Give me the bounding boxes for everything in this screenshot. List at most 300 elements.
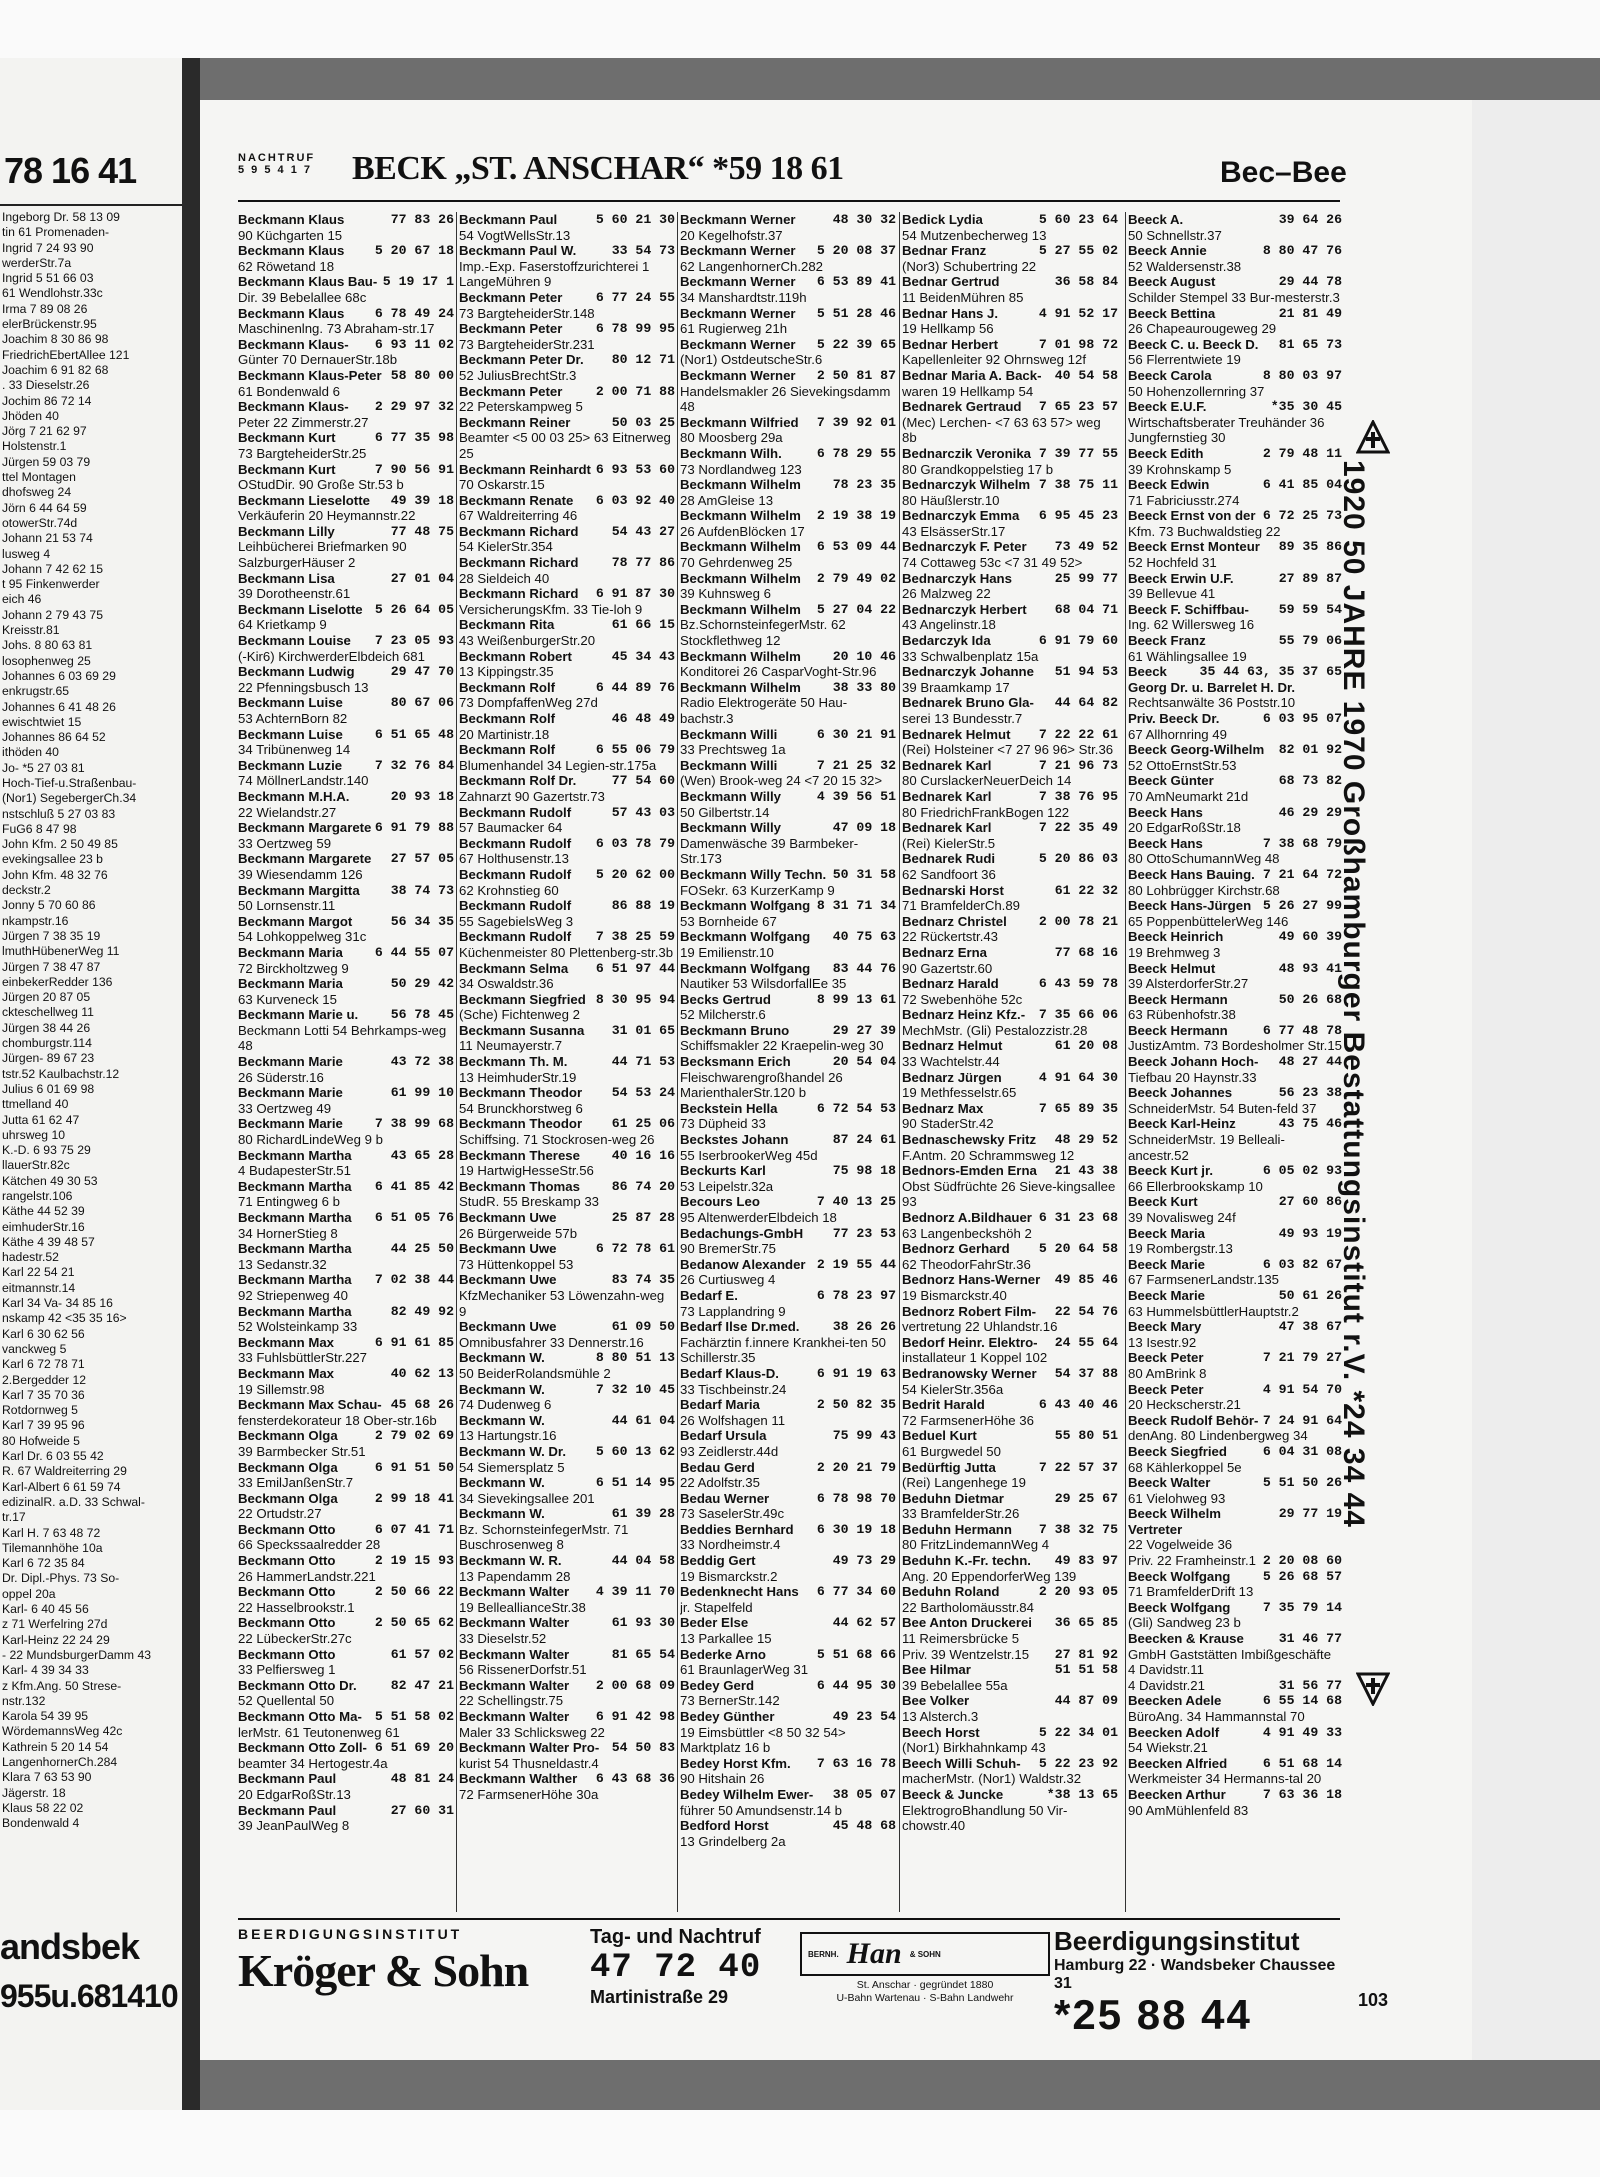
entry-name: Bednarczyk Emma <box>902 508 1020 524</box>
entry-phone: 7 90 56 91 <box>374 461 454 477</box>
entry-details: 80 Häußlerstr.10 <box>902 492 1000 508</box>
entry-details: 52 Waldersenstr.38 <box>1128 258 1242 274</box>
entry-name: Beckmann Luzie <box>238 757 343 773</box>
entry-details: kurist 54 Thusneldastr.4 <box>459 1755 599 1771</box>
entry-details: VersicherungsKfm. 33 Tie-loh 9 <box>459 601 643 617</box>
directory-entry <box>238 1678 454 1709</box>
entry-details: 39 Braamkamp 17 <box>902 679 1010 695</box>
entry-name: Beeck Kurt <box>1128 1194 1198 1210</box>
column-divider <box>1125 212 1126 1912</box>
entry-details: 80 CurslackerNeuerDeich 14 <box>902 773 1072 789</box>
directory-column-3 <box>680 212 896 1849</box>
entry-name: Beckmann Wilhelm <box>680 508 801 524</box>
directory-entry <box>238 1179 454 1210</box>
entry-name: Bedorf Heinr. Elektro- <box>902 1334 1038 1350</box>
entry-details: (Mec) Lerchen- <7 63 63 57> weg 8b <box>902 414 1101 446</box>
directory-entry <box>902 633 1118 664</box>
entry-name: Beckmann Therese <box>459 1147 580 1163</box>
entry-phone: 56 34 35 <box>390 913 454 929</box>
entry-name: Beeck & Juncke <box>902 1786 1004 1802</box>
entry-details: 34 Manshardtstr.119h <box>680 289 807 305</box>
entry-details: Tiefbau 20 Haynstr.33 <box>1128 1069 1257 1085</box>
left-page-line: lusweg 4 <box>2 546 51 561</box>
entry-details: 95 AltenwerderElbdeich 18 <box>680 1210 837 1225</box>
entry-name: Beckmann W. <box>459 1381 545 1397</box>
directory-entry <box>680 477 896 508</box>
entry-phone: 25 87 28 <box>611 1210 675 1225</box>
entry-name: Beeck Rudolf Behör- <box>1128 1412 1259 1428</box>
entry-name: Beeck Walter <box>1128 1475 1211 1491</box>
entry-details: 13 Alsterch.3 <box>902 1709 979 1724</box>
entry-phone: 6 72 25 73 <box>1262 508 1342 524</box>
entry-phone: 56 78 45 <box>390 1007 454 1023</box>
entry-phone: 7 38 76 95 <box>1038 788 1118 804</box>
entry-phone: 20 10 46 <box>832 648 896 664</box>
left-page-line: Hoch-Tief-u.Straßenbau- <box>2 775 137 790</box>
entry-name: Beckmann Max <box>238 1365 335 1381</box>
entry-phone: 4 91 52 17 <box>1038 305 1118 321</box>
entry-details: 92 Striepenweg 40 <box>238 1287 348 1303</box>
entry-details: 28 Sieldeich 40 <box>459 570 550 586</box>
entry-details: 28 AmGleise 13 <box>680 492 774 508</box>
entry-phone: 6 04 31 08 <box>1262 1443 1342 1459</box>
entry-phone: 2 20 21 79 <box>816 1459 896 1475</box>
entry-phone: 6 30 21 91 <box>816 726 896 742</box>
entry-details: 80 Grandkoppelstieg 17 b <box>902 461 1054 477</box>
directory-entry <box>1128 1382 1342 1413</box>
directory-entry <box>459 961 675 992</box>
entry-details: 39 Wiesendamm 126 <box>238 866 363 882</box>
entry-details: 70 Gehrdenweg 25 <box>680 555 793 571</box>
entry-phone: 55 80 51 <box>1054 1428 1118 1444</box>
entry-name: Beeck Bettina <box>1128 305 1216 321</box>
directory-entry <box>1128 742 1342 773</box>
entry-details: Priv. 22 Framheinstr.1 <box>1128 1553 1257 1569</box>
han-logo-suffix: & SOHN <box>909 1949 941 1959</box>
entry-details: 67 Waldreiterring 46 <box>459 508 578 524</box>
left-page-line: rangelstr.106 <box>2 1189 73 1203</box>
directory-entry <box>902 976 1118 1007</box>
directory-entry <box>1128 1693 1342 1724</box>
entry-details: 90 StaderStr.42 <box>902 1116 994 1132</box>
directory-entry <box>902 945 1118 976</box>
entry-name: Beeck A. <box>1128 212 1184 227</box>
entry-phone: 89 35 86 <box>1278 539 1342 555</box>
entry-details: 4 Davidstr.21 <box>1128 1677 1205 1693</box>
entry-name: Bednarczyk Wilhelm <box>902 477 1031 493</box>
entry-details: 67 FarmsenerLandstr.135 <box>1128 1272 1280 1288</box>
entry-name: Beeck Johannes <box>1128 1085 1233 1101</box>
entry-details: Werkmeister 34 Hermanns-tal 20 <box>1128 1771 1322 1787</box>
entry-name: Bednorz A.Bildhauer <box>902 1210 1032 1225</box>
entry-details: Kfm. 73 Buchwaldstieg 22 <box>1128 523 1281 539</box>
entry-name: Beder Else <box>680 1615 749 1631</box>
entry-name: Beecken Arthur <box>1128 1786 1226 1802</box>
left-page-line: ckteschellweg 11 <box>2 1005 94 1020</box>
entry-name: Beckmann Martha <box>238 1303 352 1319</box>
entry-phone: 8 80 51 13 <box>595 1350 675 1366</box>
left-page-line: Jürgen 38 44 26 <box>2 1020 91 1035</box>
left-page-line: Tilemannhöhe 10a <box>2 1540 103 1555</box>
entry-name: Beeck Hermann <box>1128 1022 1228 1038</box>
entry-name: Beckmann Reinhardt <box>459 461 591 477</box>
entry-details: 33 Nordheimstr.4 <box>680 1537 781 1553</box>
left-page-line: Jürgen 7 38 47 87 <box>2 959 101 974</box>
entry-phone: 54 37 88 <box>1054 1365 1118 1381</box>
left-page-line: chomburgstr.114 <box>2 1036 92 1051</box>
entry-details: 67 Holthusenstr.13 <box>459 851 569 867</box>
entry-name: Beeck Carola <box>1128 367 1212 383</box>
entry-phone: 7 22 35 49 <box>1038 820 1118 836</box>
directory-entry <box>238 1366 454 1397</box>
entry-phone: 6 95 45 23 <box>1038 508 1118 524</box>
entry-phone: 38 26 26 <box>832 1319 896 1335</box>
directory-entry <box>902 306 1118 337</box>
entry-details: 39 Novalisweg 24f <box>1128 1210 1236 1225</box>
left-page-line: Karl 6 30 62 56 <box>2 1326 85 1341</box>
entry-phone: 2 79 48 11 <box>1262 445 1342 461</box>
entry-phone: 83 44 76 <box>832 960 896 976</box>
left-page-line: eitmannstr.14 <box>2 1280 76 1295</box>
entry-name: Beckmann Rolf Dr. <box>459 773 577 789</box>
entry-name: Beckmann Martha <box>238 1210 352 1225</box>
entry-details: 68 Kählerkoppel 5e <box>1128 1459 1242 1475</box>
directory-entry <box>459 1350 675 1381</box>
entry-phone: 7 22 22 61 <box>1038 726 1118 742</box>
directory-entry <box>902 571 1118 602</box>
entry-phone: 6 51 05 76 <box>374 1210 454 1225</box>
entry-phone: 2 19 38 19 <box>816 508 896 524</box>
directory-entry <box>238 493 454 524</box>
entry-name: Beecken Alfried <box>1128 1755 1228 1771</box>
left-page-line: lmuthHübenerWeg 11 <box>2 944 120 959</box>
entry-phone: 61 09 50 <box>611 1319 675 1335</box>
entry-name: Bednar Maria A. Back- <box>902 367 1042 383</box>
entry-name: Bedrit Harald <box>902 1397 985 1413</box>
entry-phone: 6 91 87 30 <box>595 586 675 602</box>
entry-details: 22 Bartholomäusstr.84 <box>902 1599 1034 1615</box>
entry-details: installateur 1 Koppel 102 <box>902 1350 1048 1366</box>
entry-phone: 5 22 34 01 <box>1038 1724 1118 1740</box>
entry-name: Beckmann Otto <box>238 1646 336 1662</box>
directory-entry <box>459 524 675 555</box>
entry-phone: 5 20 67 18 <box>374 243 454 259</box>
directory-entry <box>238 976 454 1007</box>
entry-name: Beckmann Martha <box>238 1241 352 1257</box>
entry-name: Beckmann Walter <box>459 1615 570 1631</box>
entry-name: Bedau Werner <box>680 1490 770 1506</box>
directory-entry <box>459 1413 675 1444</box>
entry-phone: 2 19 55 44 <box>816 1256 896 1272</box>
entry-details: 13 Kippingstr.35 <box>459 664 554 680</box>
entry-name: Bedenknecht Hans <box>680 1584 799 1600</box>
entry-name: Beckmann W. <box>459 1506 545 1522</box>
entry-phone: 48 81 24 <box>390 1771 454 1787</box>
directory-entry <box>1128 1678 1342 1694</box>
left-page-line: ttmelland 40 <box>2 1097 69 1112</box>
entry-phone: 29 27 39 <box>832 1022 896 1038</box>
left-page-line: R. 67 Waldreiterring 29 <box>2 1464 127 1479</box>
entry-phone: 6 07 41 71 <box>374 1521 454 1537</box>
entry-details: 13 Sedanstr.32 <box>238 1256 327 1272</box>
entry-phone: 7 38 99 68 <box>374 1116 454 1132</box>
directory-entry <box>459 898 675 929</box>
directory-entry <box>1128 274 1342 305</box>
entry-details: Rechtsanwälte 36 Poststr.10 <box>1128 695 1296 711</box>
entry-name: Beckmann Rolf <box>459 679 555 695</box>
entry-name: Beeck Peter <box>1128 1381 1204 1397</box>
directory-entry <box>902 212 1118 243</box>
entry-details: 72 FarmsenerHöhe 36 <box>902 1412 1034 1428</box>
entry-phone: 8 31 71 34 <box>816 898 896 914</box>
entry-details: (Nor3) Schubertring 22 <box>902 258 1037 274</box>
entry-details: 50 BeiderRolandsmühle 2 <box>459 1365 611 1381</box>
entry-details: 63 Rübenhofstr.38 <box>1128 1007 1236 1023</box>
directory-entry <box>238 368 454 399</box>
entry-details: 22 Peterskampweg 5 <box>459 399 583 415</box>
entry-phone: 6 30 19 18 <box>816 1521 896 1537</box>
directory-entry <box>238 758 454 789</box>
directory-entry <box>238 664 454 695</box>
entry-details: Zahnarzt 90 Gazertstr.73 <box>459 788 605 804</box>
entry-name: Beckmann Richard <box>459 555 579 571</box>
entry-name: Beckmann Richard <box>459 586 579 602</box>
left-page-line: Klaus 58 22 02 <box>2 1800 84 1815</box>
entry-name: Beckmann Marie u. <box>238 1007 359 1023</box>
night-call-line1: NACHTRUF <box>238 152 316 164</box>
directory-entry <box>902 1725 1118 1756</box>
entry-phone: 50 61 26 <box>1278 1287 1342 1303</box>
directory-entry <box>680 1787 896 1818</box>
entry-details: 26 HammerLandstr.221 <box>238 1568 376 1584</box>
entry-phone: 7 39 92 01 <box>816 414 896 430</box>
left-page-line: 61 Wendlohstr.33c <box>2 286 103 301</box>
entry-phone: 61 66 15 <box>611 617 675 633</box>
entry-details: 56 RissenerDorfstr.51 <box>459 1662 587 1678</box>
entry-phone: 8 80 47 76 <box>1262 243 1342 259</box>
entry-details: 61 Wählingsallee 19 <box>1128 648 1247 664</box>
entry-phone: 80 67 06 <box>390 695 454 711</box>
left-page-line: Joachim 8 30 86 98 <box>2 332 109 347</box>
directory-entry <box>1128 711 1342 742</box>
left-page-line: oppel 20a <box>2 1586 56 1601</box>
entry-phone: 6 44 95 30 <box>816 1677 896 1693</box>
directory-entry <box>459 1054 675 1085</box>
entry-details: 62 TheodorFahrStr.36 <box>902 1256 1031 1272</box>
entry-name: Beckmann Lisa <box>238 570 335 586</box>
entry-phone: 5 20 64 58 <box>1038 1241 1118 1257</box>
left-page-line: Karl 22 54 21 <box>2 1265 75 1280</box>
entry-details: Radio Elektrogeräte 50 Hau-bachstr.3 <box>680 695 848 726</box>
directory-entry <box>238 1522 454 1553</box>
directory-entry <box>238 274 454 305</box>
entry-name: Beckmann Olga <box>238 1459 338 1475</box>
han-founded: St. Anschar · gegründet 1880 <box>856 1979 994 1991</box>
directory-entry <box>902 1662 1118 1693</box>
entry-phone: 48 29 52 <box>1054 1132 1118 1148</box>
entry-details: 22 Rückertstr.43 <box>902 929 999 945</box>
directory-entry <box>902 1553 1118 1584</box>
entry-details: 61 BraunlagerWeg 31 <box>680 1662 809 1678</box>
directory-entry <box>238 212 454 243</box>
entry-phone: 6 77 48 78 <box>1262 1022 1342 1038</box>
column-divider <box>899 212 900 1912</box>
directory-entry <box>238 1210 454 1241</box>
entry-details: 13 HeimhuderStr.19 <box>459 1069 577 1085</box>
entry-details: 20 Kegelhofstr.37 <box>680 227 783 243</box>
directory-entry <box>238 1803 454 1834</box>
entry-phone: 7 24 91 64 <box>1262 1412 1342 1428</box>
entry-details: 66 Speckssaalredder 28 <box>238 1537 381 1553</box>
entry-details: 33 Oertzweg 49 <box>238 1100 332 1116</box>
directory-entry <box>902 820 1118 851</box>
directory-entry <box>238 430 454 461</box>
left-page-entries <box>2 210 180 1831</box>
entry-phone: 81 65 54 <box>611 1646 675 1662</box>
entry-phone: *35 30 45 <box>1270 399 1342 415</box>
entry-details: 61 Bondenwald 6 <box>238 383 340 399</box>
entry-details: 33 Wachtelstr.44 <box>902 1054 1000 1070</box>
entry-name: Beckmann Peter <box>459 321 563 337</box>
entry-phone: 61 20 08 <box>1054 1038 1118 1054</box>
entry-phone: 5 60 13 62 <box>595 1443 675 1459</box>
directory-entry <box>902 1210 1118 1241</box>
entry-name: Beckmann Renate <box>459 492 574 508</box>
entry-details: 73 Hüttenkoppel 53 <box>459 1256 574 1272</box>
entry-name: Beeck Peter <box>1128 1350 1204 1366</box>
entry-phone: 6 31 23 68 <box>1038 1210 1118 1225</box>
entry-details: 73 DompfaffenWeg 27d <box>459 695 598 711</box>
entry-details: Handelsmakler 26 Sievekingsdamm 48 <box>680 383 891 415</box>
entry-phone: 6 41 85 42 <box>374 1178 454 1194</box>
directory-entry <box>902 1163 1118 1210</box>
entry-details: Omnibusfahrer 33 Dennerstr.16 <box>459 1334 644 1350</box>
entry-details: 34 Oswaldstr.36 <box>459 976 554 992</box>
entry-name: Bednarz Jürgen <box>902 1069 1002 1085</box>
directory-column-4 <box>902 212 1118 1834</box>
entry-phone: 2 50 81 87 <box>816 367 896 383</box>
entry-details: 19 HartwigHesseStr.56 <box>459 1163 594 1179</box>
scan-margin-top <box>0 0 1600 58</box>
entry-phone: 6 72 78 61 <box>595 1241 675 1257</box>
directory-entry <box>680 1397 896 1428</box>
entry-phone: 49 39 18 <box>390 492 454 508</box>
entry-phone: 6 51 14 95 <box>595 1475 675 1491</box>
directory-entry <box>1128 399 1342 446</box>
directory-entry <box>238 1460 454 1491</box>
entry-details: fensterdekorateur 18 Ober-str.16b <box>238 1412 437 1428</box>
left-page-line: uhrsweg 10 <box>2 1127 66 1142</box>
entry-details: 33 Oertzweg 59 <box>238 835 332 851</box>
entry-details: denAng. 80 Lindenbergweg 34 <box>1128 1428 1308 1444</box>
entry-details: (Rei) Holsteiner <7 27 96 96> Str.36 <box>902 742 1114 758</box>
entry-phone: 61 25 06 <box>611 1116 675 1132</box>
entry-phone: 49 93 19 <box>1278 1225 1342 1241</box>
entry-name: Bedanow Alexander <box>680 1256 806 1272</box>
entry-details: 63 Kurveneck 15 <box>238 991 337 1007</box>
directory-entry <box>902 602 1118 633</box>
directory-entry <box>680 1428 896 1459</box>
entry-details: 73 SaselerStr.49c <box>680 1506 785 1522</box>
directory-entry <box>1128 1413 1342 1444</box>
entry-phone: 5 20 62 00 <box>595 866 675 882</box>
header-rule <box>238 200 1340 202</box>
entry-phone: 44 62 57 <box>832 1615 896 1631</box>
entry-details: 20 EdgarRoßStr.18 <box>1128 820 1241 836</box>
directory-entry <box>1128 961 1342 992</box>
entry-details: 80 AmBrink 8 <box>1128 1365 1207 1381</box>
directory-entry <box>1128 1023 1342 1054</box>
entry-details: 62 Krohnstieg 60 <box>459 882 559 898</box>
column-divider <box>456 212 457 1912</box>
left-page-line: deckstr.2 <box>2 883 51 898</box>
directory-entry <box>459 243 675 290</box>
directory-entry <box>459 1382 675 1413</box>
left-page-line: Johannes 6 03 69 29 <box>2 668 116 683</box>
directory-entry <box>238 1335 454 1366</box>
entry-phone: 44 71 53 <box>611 1054 675 1070</box>
left-page-line: elerBrückenstr.95 <box>2 317 97 332</box>
entry-details: GmbH Gaststätten Imbißgeschäfte 4 Davidstr.11 <box>1128 1646 1332 1678</box>
entry-phone: 6 51 68 14 <box>1262 1755 1342 1771</box>
entry-name: Beckstein Hella <box>680 1100 778 1116</box>
entry-name: Beeck August <box>1128 274 1216 290</box>
entry-phone: 39 64 26 <box>1278 212 1342 227</box>
entry-details: 73 BargteheiderStr.25 <box>238 445 367 461</box>
directory-entry <box>1128 1444 1342 1475</box>
directory-entry <box>459 836 675 867</box>
entry-phone: 49 85 46 <box>1054 1272 1118 1288</box>
entry-details: 71 Fabriciusstr.274 <box>1128 492 1240 508</box>
ad4-address: Hamburg 22 · Wandsbeker Chaussee 31 <box>1054 1957 1336 1992</box>
entry-name: Beckmann Klaus-Peter <box>238 367 382 383</box>
directory-entry <box>238 789 454 820</box>
entry-details: 43 WeißenburgerStr.20 <box>459 633 596 649</box>
entry-name: Bedau Gerd <box>680 1459 755 1475</box>
entry-name: Priv. Beeck Dr. <box>1128 711 1220 726</box>
entry-name: Beech Willi Schuh- <box>902 1755 1021 1771</box>
entry-name: Beckmann Rolf <box>459 711 555 726</box>
entry-phone: 36 58 84 <box>1054 274 1118 290</box>
entry-name: Beckmann Robert <box>459 648 572 664</box>
entry-details: 55 SagebielsWeg 3 <box>459 913 574 929</box>
entry-phone: 7 21 25 32 <box>816 757 896 773</box>
entry-name: Beckmann Luise <box>238 695 343 711</box>
entry-phone: 6 44 89 76 <box>595 679 675 695</box>
directory-entry <box>1128 1319 1342 1350</box>
entry-details: 26 Wolfshagen 11 <box>680 1412 786 1428</box>
entry-phone: 6 91 79 88 <box>374 820 454 836</box>
entry-details: 74 Cottaweg 53c <7 31 49 52> <box>902 555 1083 571</box>
entry-details: SchneiderMstr. 54 Buten-feld 37 <box>1128 1100 1317 1116</box>
directory-entry <box>680 1288 896 1319</box>
entry-details: 71 BramfelderDrift 13 <box>1128 1584 1254 1600</box>
entry-phone: 40 75 63 <box>832 929 896 945</box>
entry-details: Schiffsmakler 22 Kraepelin-weg 30 <box>680 1038 884 1054</box>
entry-name: Beckmann Klaus <box>238 212 345 227</box>
directory-entry <box>459 1709 675 1740</box>
entry-details: 33 Tischbeinstr.24 <box>680 1381 787 1397</box>
directory-entry <box>902 1241 1118 1272</box>
entry-name: Beeck Karl-Heinz <box>1128 1116 1236 1132</box>
entry-details: 33 Schwalbenplatz 15a <box>902 648 1039 664</box>
entry-phone: 54 50 83 <box>611 1740 675 1756</box>
entry-name: Beeck Georg Dr. u. Barrelet H. Dr. <box>1128 664 1296 695</box>
entry-name: Bednarz Max <box>902 1100 984 1116</box>
entry-name: Beckmann Otto <box>238 1521 336 1537</box>
entry-phone: 47 09 18 <box>832 820 896 836</box>
entry-name: Beckmann Reiner <box>459 414 571 430</box>
